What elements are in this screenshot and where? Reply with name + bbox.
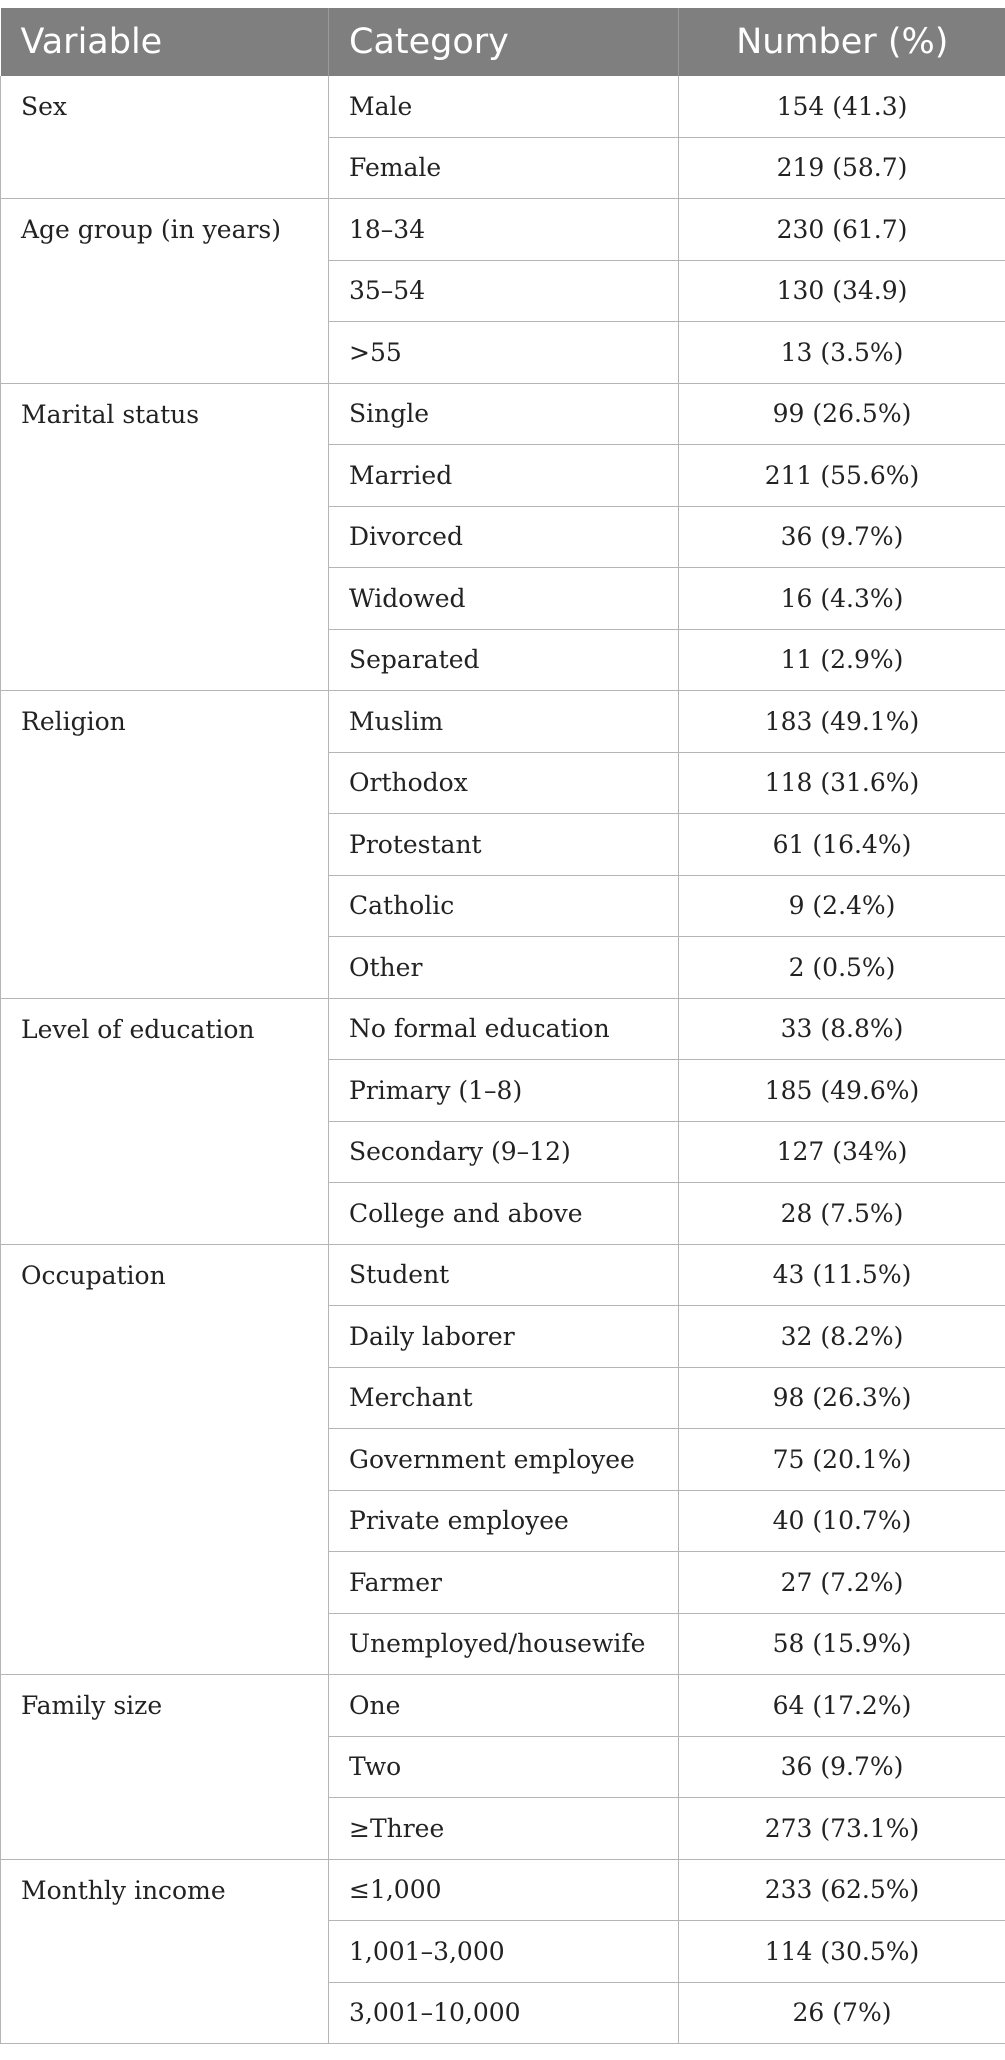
category-cell: Divorced <box>329 506 679 568</box>
variable-cell: Sex <box>1 76 329 199</box>
category-cell: Protestant <box>329 814 679 876</box>
number-cell: 230 (61.7) <box>679 199 1005 261</box>
number-cell: 98 (26.3%) <box>679 1367 1005 1429</box>
variable-cell: Religion <box>1 691 329 999</box>
number-cell: 43 (11.5%) <box>679 1244 1005 1306</box>
number-cell: 33 (8.8%) <box>679 998 1005 1060</box>
category-cell: Male <box>329 76 679 137</box>
category-cell: Farmer <box>329 1552 679 1614</box>
number-cell: 127 (34%) <box>679 1121 1005 1183</box>
category-cell: Merchant <box>329 1367 679 1429</box>
category-cell: Government employee <box>329 1429 679 1491</box>
number-cell: 36 (9.7%) <box>679 1736 1005 1798</box>
number-cell: 183 (49.1%) <box>679 691 1005 753</box>
category-cell: Muslim <box>329 691 679 753</box>
variable-cell: Level of education <box>1 998 329 1244</box>
category-cell: Orthodox <box>329 752 679 814</box>
variable-cell: Monthly income <box>1 1859 329 2044</box>
category-cell: Student <box>329 1244 679 1306</box>
table-row <box>1 1244 1005 1306</box>
table-row <box>1 199 1005 261</box>
category-cell: Widowed <box>329 568 679 630</box>
number-cell: 58 (15.9%) <box>679 1613 1005 1675</box>
variable-cell: Marital status <box>1 383 329 691</box>
number-cell: 16 (4.3%) <box>679 568 1005 630</box>
table-row <box>1 1859 1005 1921</box>
category-cell: 18–34 <box>329 199 679 261</box>
data-table-container <box>0 8 1005 2044</box>
number-cell: 13 (3.5%) <box>679 322 1005 384</box>
category-cell: Married <box>329 445 679 507</box>
category-cell: College and above <box>329 1183 679 1245</box>
number-cell: 61 (16.4%) <box>679 814 1005 876</box>
category-cell: 3,001–10,000 <box>329 1982 679 2044</box>
number-cell: 219 (58.7) <box>679 137 1005 199</box>
number-cell: 118 (31.6%) <box>679 752 1005 814</box>
category-cell: Catholic <box>329 875 679 937</box>
number-cell: 28 (7.5%) <box>679 1183 1005 1245</box>
category-cell: Secondary (9–12) <box>329 1121 679 1183</box>
category-cell: Single <box>329 383 679 445</box>
category-cell: Other <box>329 937 679 999</box>
number-cell: 36 (9.7%) <box>679 506 1005 568</box>
table-header <box>1 8 1005 76</box>
number-cell: 211 (55.6%) <box>679 445 1005 507</box>
table-row <box>1 998 1005 1060</box>
category-cell: Private employee <box>329 1490 679 1552</box>
number-cell: 64 (17.2%) <box>679 1675 1005 1737</box>
variable-cell: Age group (in years) <box>1 199 329 384</box>
table-row <box>1 76 1005 137</box>
number-cell: 2 (0.5%) <box>679 937 1005 999</box>
category-cell: Primary (1–8) <box>329 1060 679 1122</box>
category-cell: Separated <box>329 629 679 691</box>
header-row <box>1 8 1005 76</box>
category-cell: >55 <box>329 322 679 384</box>
table-row <box>1 1675 1005 1737</box>
category-cell: Unemployed/housewife <box>329 1613 679 1675</box>
table-row <box>1 383 1005 445</box>
category-cell: One <box>329 1675 679 1737</box>
category-cell: 35–54 <box>329 260 679 322</box>
number-cell: 32 (8.2%) <box>679 1306 1005 1368</box>
header-variable: Variable <box>1 8 329 76</box>
category-cell: No formal education <box>329 998 679 1060</box>
category-cell: Female <box>329 137 679 199</box>
category-cell: Daily laborer <box>329 1306 679 1368</box>
header-category: Category <box>329 8 679 76</box>
header-number: Number (%) <box>679 8 1005 76</box>
number-cell: 40 (10.7%) <box>679 1490 1005 1552</box>
demographics-table <box>0 8 1005 2044</box>
number-cell: 11 (2.9%) <box>679 629 1005 691</box>
number-cell: 114 (30.5%) <box>679 1921 1005 1983</box>
number-cell: 154 (41.3) <box>679 76 1005 137</box>
number-cell: 185 (49.6%) <box>679 1060 1005 1122</box>
variable-cell: Occupation <box>1 1244 329 1675</box>
number-cell: 233 (62.5%) <box>679 1859 1005 1921</box>
number-cell: 9 (2.4%) <box>679 875 1005 937</box>
number-cell: 273 (73.1%) <box>679 1798 1005 1860</box>
category-cell: Two <box>329 1736 679 1798</box>
number-cell: 99 (26.5%) <box>679 383 1005 445</box>
category-cell: ≤1,000 <box>329 1859 679 1921</box>
table-body <box>1 76 1005 2044</box>
category-cell: ≥Three <box>329 1798 679 1860</box>
number-cell: 130 (34.9) <box>679 260 1005 322</box>
number-cell: 27 (7.2%) <box>679 1552 1005 1614</box>
number-cell: 26 (7%) <box>679 1982 1005 2044</box>
table-row <box>1 691 1005 753</box>
category-cell: 1,001–3,000 <box>329 1921 679 1983</box>
variable-cell: Family size <box>1 1675 329 1860</box>
number-cell: 75 (20.1%) <box>679 1429 1005 1491</box>
